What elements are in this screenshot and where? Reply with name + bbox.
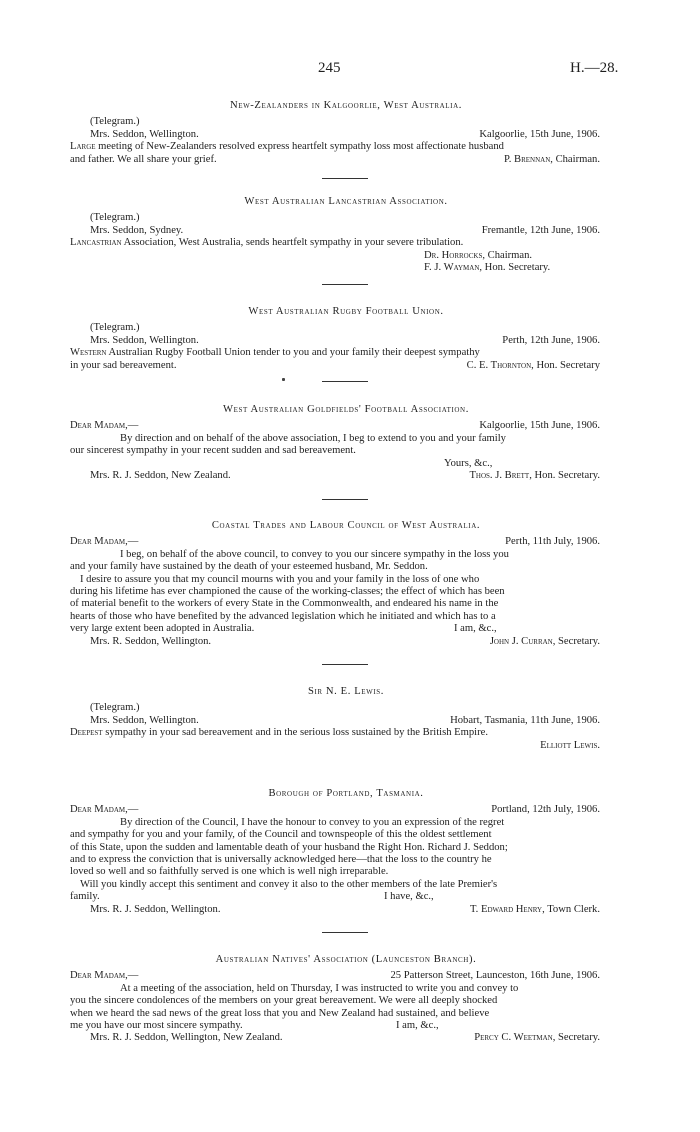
signatory-title: Hon. Secretary — [533, 359, 600, 371]
paper-reference: H.—28. — [570, 60, 619, 76]
signatory-name: C. E. Thornton, — [466, 359, 534, 371]
signatory-title: Chairman. — [484, 249, 533, 261]
body-text: and your family have sustained by the death of your esteemed husband, Mr. Seddon. — [70, 561, 428, 573]
signatory-name: John J. Curran, — [489, 635, 556, 647]
body-text: At a meeting of the association, held on Thursday, I was instructed to write you and convey to — [120, 982, 519, 994]
signatory-name: F. J. Wayman, — [424, 261, 483, 273]
page-number: 245 — [318, 60, 341, 76]
lead-word: Deepest — [70, 727, 103, 739]
salutation: Dear Madam,— — [70, 970, 139, 982]
signatory-name: Elliott Lewis. — [540, 739, 600, 751]
section-new-zealanders-kalgoorlie — [70, 100, 622, 166]
lead-word: Lancastrian — [70, 237, 122, 249]
telegram-note: (Telegram.) — [90, 322, 140, 334]
closing: I am, &c., — [454, 623, 497, 635]
body-text: By direction of the Council, I have the honour to convey to you an expression of the regret — [120, 816, 505, 828]
section-coastal-trades-council — [70, 520, 622, 648]
body-text: our sincerest sympathy in your recent sudden and sad bereavement. — [70, 445, 356, 457]
body-text: I beg, on behalf of the above council, to convey to you our sincere sympathy in the loss you — [120, 548, 509, 560]
addressee: Mrs. R. J. Seddon, New Zealand. — [90, 469, 231, 481]
section-heading: New-Zealanders in Kalgoorlie, West Australia. — [229, 100, 463, 111]
section-heading: West Australian Lancastrian Association. — [244, 196, 448, 207]
closing: I have, &c., — [384, 891, 434, 903]
signatory-title: Hon. Secretary. — [531, 469, 600, 481]
body-text: I desire to assure you that my council mourns with you and your family in the loss of one who — [80, 573, 480, 585]
signatory-name: Thos. J. Brett, — [469, 469, 532, 481]
addressee: Mrs. R. J. Seddon, Wellington. — [90, 903, 221, 915]
section-heading: Australian Natives' Association (Launceston Branch). — [215, 954, 477, 965]
section-heading: Coastal Trades and Labour Council of West Australia. — [211, 520, 481, 531]
body-text: Association, West Australia, sends heartfelt sympathy in your severe tribulation. — [121, 237, 464, 249]
place-date: 25 Patterson Street, Launceston, 16th June, 1906. — [390, 970, 600, 982]
place-date: Kalgoorlie, 15th June, 1906. — [479, 128, 600, 140]
body-text: when we heard the sad news of the great loss that you and New Zealand had sustained, and believe — [70, 1007, 490, 1019]
body-text: family. — [70, 891, 100, 903]
section-heading: Sir N. E. Lewis. — [307, 686, 385, 697]
salutation: Dear Madam,— — [70, 804, 139, 816]
addressee: Mrs. Seddon, Sydney. — [90, 224, 184, 236]
closing: Yours, &c., — [444, 457, 493, 469]
place-date: Portland, 12th July, 1906. — [491, 804, 600, 816]
place-date: Perth, 11th July, 1906. — [505, 536, 600, 548]
body-text: Australian Rugby Football Union tender to you and your family their deepest sympathy — [106, 347, 480, 359]
section-borough-of-portland — [70, 788, 622, 916]
section-heading: West Australian Goldfields' Football Association. — [223, 404, 469, 415]
salutation: Dear Madam,— — [70, 536, 139, 548]
addressee: Mrs. Seddon, Wellington. — [90, 128, 199, 140]
lead-word: Large — [70, 141, 96, 153]
place-date: Perth, 12th June, 1906. — [502, 334, 600, 346]
telegram-note: (Telegram.) — [90, 116, 140, 128]
body-text: of this State, upon the sudden and lamentable death of your husband the Right Hon. Richard J. Seddon; — [70, 841, 508, 853]
body-text: Will you kindly accept this sentiment and convey it also to the other members of the late Premier's — [80, 878, 498, 890]
body-text: sympathy in your sad bereavement and in the serious loss sustained by the British Empire. — [102, 727, 488, 739]
body-text: in your sad bereavement. — [70, 359, 177, 371]
salutation: Dear Madam,— — [70, 420, 139, 432]
place-date: Kalgoorlie, 15th June, 1906. — [479, 420, 600, 432]
section-goldfields-football — [70, 404, 622, 482]
signatory-name: P. Brennan, — [504, 153, 553, 165]
divider — [322, 178, 368, 179]
addressee: Mrs. R. J. Seddon, Wellington, New Zealand. — [90, 1032, 283, 1044]
section-sir-ne-lewis — [70, 686, 622, 752]
place-date: Hobart, Tasmania, 11th June, 1906. — [450, 714, 600, 726]
section-rugby-football-union — [70, 306, 622, 372]
body-text: and to express the conviction that is universally acknowledged here—that the loss to the country he — [70, 853, 492, 865]
body-text: and father. We all share your grief. — [70, 153, 217, 165]
body-text: you the sincere condolences of the members on your great bereavement. We were all deeply shocked — [70, 995, 498, 1007]
signatory-title: Chairman. — [552, 153, 600, 165]
body-text: meeting of New-Zealanders resolved express heartfelt sympathy loss most affectionate husband — [95, 141, 504, 153]
body-text: and sympathy for you and your family, of the Council and townspeople of this the oldest settlement — [70, 829, 492, 841]
divider — [322, 381, 368, 382]
section-australian-natives-association — [70, 954, 622, 1045]
body-text: of material benefit to the workers of every State in the Commonwealth, and endeared his name in the — [70, 598, 499, 610]
signatory-title: Secretary. — [555, 635, 600, 647]
signatory-name: Dr. Horrocks, — [424, 249, 485, 261]
place-date: Fremantle, 12th June, 1906. — [481, 224, 600, 236]
body-text: very large extent been adopted in Australia. — [70, 623, 255, 635]
addressee: Mrs. R. Seddon, Wellington. — [90, 635, 212, 647]
divider — [322, 664, 368, 665]
body-text: me you have our most sincere sympathy. — [70, 1019, 243, 1031]
body-text: during his lifetime has ever championed the cause of the working-classes; the effect of which has been — [70, 585, 505, 597]
addressee: Mrs. Seddon, Wellington. — [90, 334, 199, 346]
ink-speck — [282, 378, 285, 381]
section-heading: Borough of Portland, Tasmania. — [268, 788, 424, 799]
body-text: loved so well and so faithfully served is one which is well nigh irreparable. — [70, 866, 389, 878]
signatory-name: Percy C. Weetman, — [474, 1032, 556, 1044]
divider — [322, 499, 368, 500]
signatory-title: Secretary. — [555, 1032, 600, 1044]
telegram-note: (Telegram.) — [90, 212, 140, 224]
signatory-name: T. Edward Henry, — [470, 903, 545, 915]
lead-word: Western — [70, 347, 107, 359]
signatory-title: Town Clerk. — [544, 903, 600, 915]
closing: I am, &c., — [396, 1019, 439, 1031]
divider — [322, 284, 368, 285]
addressee: Mrs. Seddon, Wellington. — [90, 714, 199, 726]
telegram-note: (Telegram.) — [90, 702, 140, 714]
section-lancastrian-association — [70, 196, 622, 274]
section-heading: West Australian Rugby Football Union. — [248, 306, 444, 317]
body-text: hearts of those who have benefited by the advanced legislation which he initiated and which has to a — [70, 610, 496, 622]
body-text: By direction and on behalf of the above association, I beg to extend to you and your family — [120, 432, 506, 444]
signatory-title: Hon. Secretary. — [482, 261, 551, 273]
divider — [322, 932, 368, 933]
